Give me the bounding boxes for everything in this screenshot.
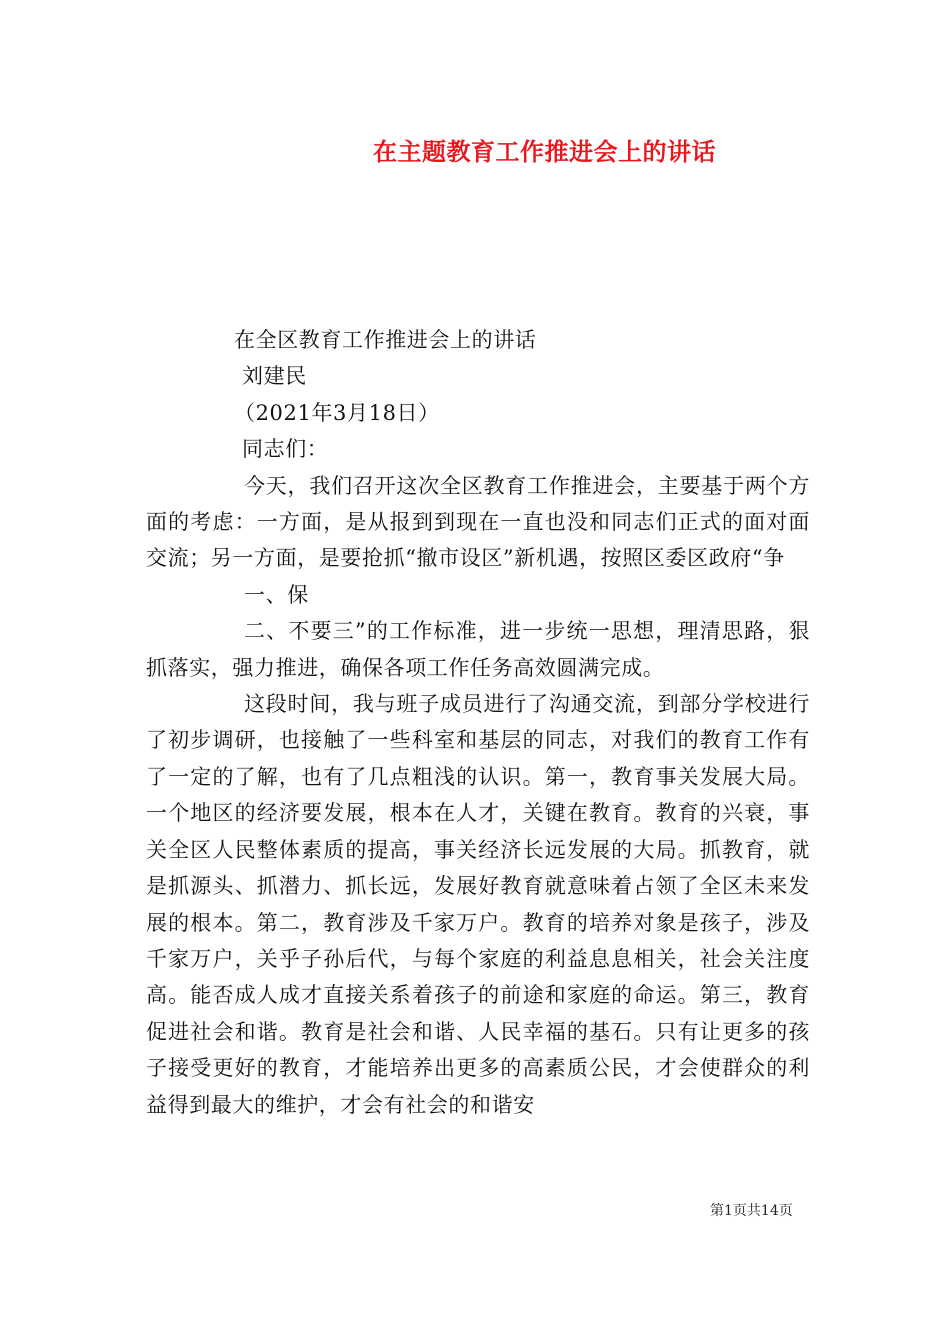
- speaker-name: 刘建民: [242, 364, 307, 389]
- salutation: 同志们：: [242, 437, 329, 462]
- paragraph-heading-one: 一、保: [244, 582, 309, 607]
- paragraph-intro: 今天，我们召开这次全区教育工作推进会，主要基于两个方面的考虑：一方面，是从报到到现在一直也没和同志们正式的面对面交流；另一方面，是要抢抓“撤市设区”新机遇，按照区委区政府“争: [146, 473, 810, 571]
- speech-date: （2021年3月18日）: [234, 400, 440, 425]
- paragraph-body: 这段时间，我与班子成员进行了沟通交流，到部分学校进行了初步调研，也接触了一些科室和基层的同志，对我们的教育工作有了一定的了解，也有了几点粗浅的认识。第一，教育事关发展大局。一个地区的经济要发展，根本在人才，关键在教育。教育的兴衰，事关全区人民整体素质的提高，事关经济长远发展的大局。抓教育，就是抓源头、抓潜力、抓长远，发展好教育就意味着占领了全区未来发展的根本。第二，教育涉及千家万户。教育的培养对象是孩子，涉及千家万户，关乎子孙后代，与每个家庭的利益息息相关，社会关注度高。能否成人成才直接关系着孩子的前途和家庭的命运。第三，教育促进社会和谐。教育是社会和谐、人民幸福的基石。只有让更多的孩子接受更好的教育，才能培养出更多的高素质公民，才会使群众的利益得到最大的维护，才会有社会的和谐安: [146, 692, 810, 1117]
- page-number: 第1页共14页: [710, 1203, 793, 1219]
- paragraph-heading-two: 二、不要三”的工作标准，进一步统一思想，理清思路，狠抓落实，强力推进，确保各项工作任务高效圆满完成。: [146, 619, 810, 680]
- document-body: [146, 322, 810, 1123]
- page-title: 在主题教育工作推进会上的讲话: [373, 137, 716, 166]
- speech-title: 在全区教育工作推进会上的讲话: [234, 328, 537, 352]
